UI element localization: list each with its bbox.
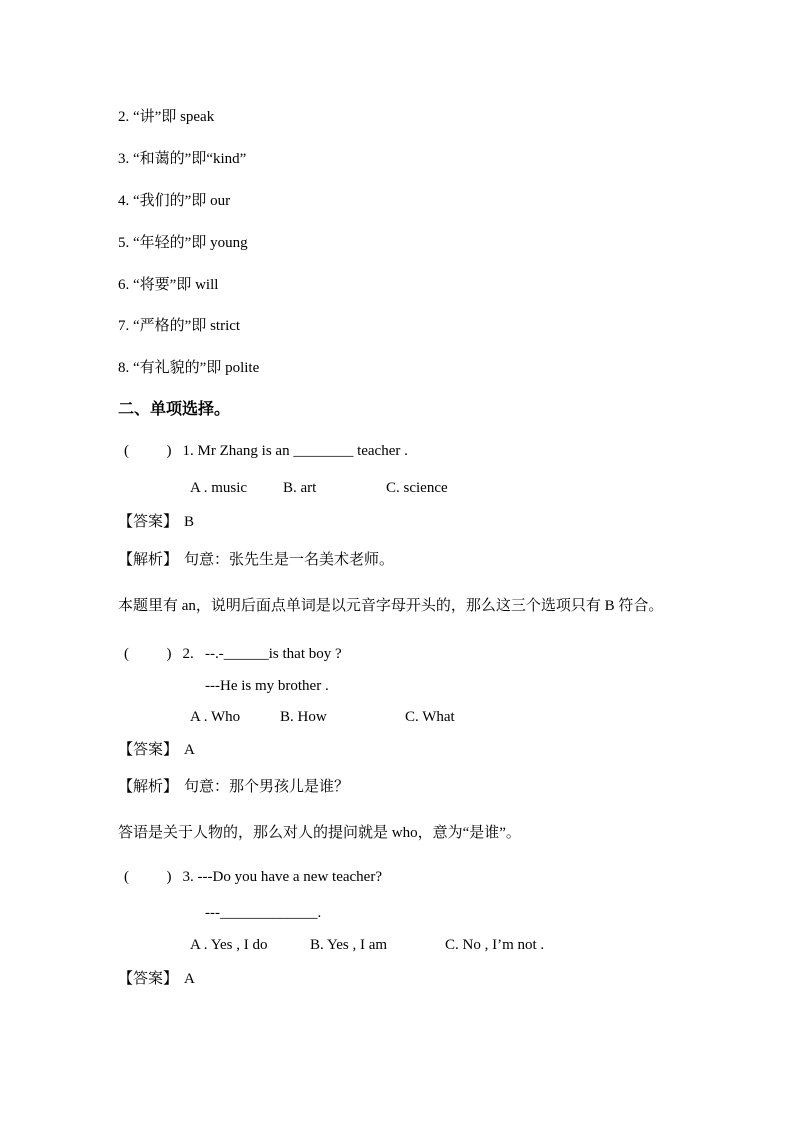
question-3-reply-blank: ---_____________.: [205, 905, 322, 921]
analysis-label: 【解析】: [118, 552, 179, 568]
question-2-text: 2. --.-______is that boy ?: [182, 646, 342, 662]
question-2-reply: ---He is my brother .: [205, 678, 329, 694]
question-2-option-a: A . Who: [190, 709, 241, 725]
answer-value: B: [184, 514, 195, 530]
vocab-item-7: 7. “严格的”即 strict: [118, 318, 241, 334]
answer-label: 【答案】: [118, 514, 179, 530]
question-3-option-c: C. No , I’m not .: [445, 937, 545, 953]
analysis-label: 【解析】: [118, 779, 179, 795]
question-2-options: [0, 707, 793, 727]
vocab-item-2: 2. “讲”即 speak: [118, 109, 215, 125]
question-2-line: [124, 644, 342, 664]
question-2-analysis-note: 答语是关于人物的，那么对人的提问就是 who，意为“是谁”。: [118, 825, 521, 841]
answer-label: 【答案】: [118, 742, 179, 758]
question-3-line: [124, 867, 382, 887]
answer-bracket: ( ): [124, 869, 172, 885]
analysis-text: 句意：那个男孩儿是谁？: [184, 779, 350, 795]
question-1-option-b: B. art: [283, 480, 317, 496]
analysis-text: 句意：张先生是一名美术老师。: [184, 552, 395, 568]
vocab-item-3: 3. “和蔼的”即“kind”: [118, 151, 247, 167]
answer-bracket: ( ): [124, 646, 172, 662]
question-1-analysis-line: [118, 550, 394, 570]
question-1-analysis-note: 本题里有 an，说明后面点单词是以元音字母开头的，那么这三个选项只有 B 符合。: [118, 598, 664, 614]
vocab-item-8: 8. “有礼貌的”即 polite: [118, 360, 260, 376]
question-1-answer-line: [118, 512, 194, 532]
question-3-text: 3. ---Do you have a new teacher?: [182, 869, 382, 885]
answer-label: 【答案】: [118, 971, 179, 987]
answer-value: A: [184, 742, 195, 758]
vocab-item-4: 4. “我们的”即 our: [118, 193, 231, 209]
question-3-answer-line: [118, 969, 195, 989]
question-2-answer-line: [118, 740, 195, 760]
question-3-option-a: A . Yes , I do: [190, 937, 268, 953]
vocab-item-5: 5. “年轻的”即 young: [118, 235, 248, 251]
question-3-options: [0, 935, 793, 955]
question-2-option-b: B. How: [280, 709, 327, 725]
question-3-option-b: B. Yes , I am: [310, 937, 388, 953]
section-heading: 二、单项选择。: [118, 401, 231, 418]
answer-bracket: ( ): [124, 443, 172, 459]
question-1-option-a: A . music: [190, 480, 248, 496]
vocab-item-6: 6. “将要”即 will: [118, 277, 219, 293]
question-2-option-c: C. What: [405, 709, 455, 725]
question-1-option-c: C. science: [386, 480, 448, 496]
question-1-text: 1. Mr Zhang is an ________ teacher .: [182, 443, 408, 459]
question-2-analysis-line: [118, 777, 349, 797]
question-1-line: [124, 441, 408, 461]
answer-value: A: [184, 971, 195, 987]
question-1-options: [0, 478, 793, 498]
